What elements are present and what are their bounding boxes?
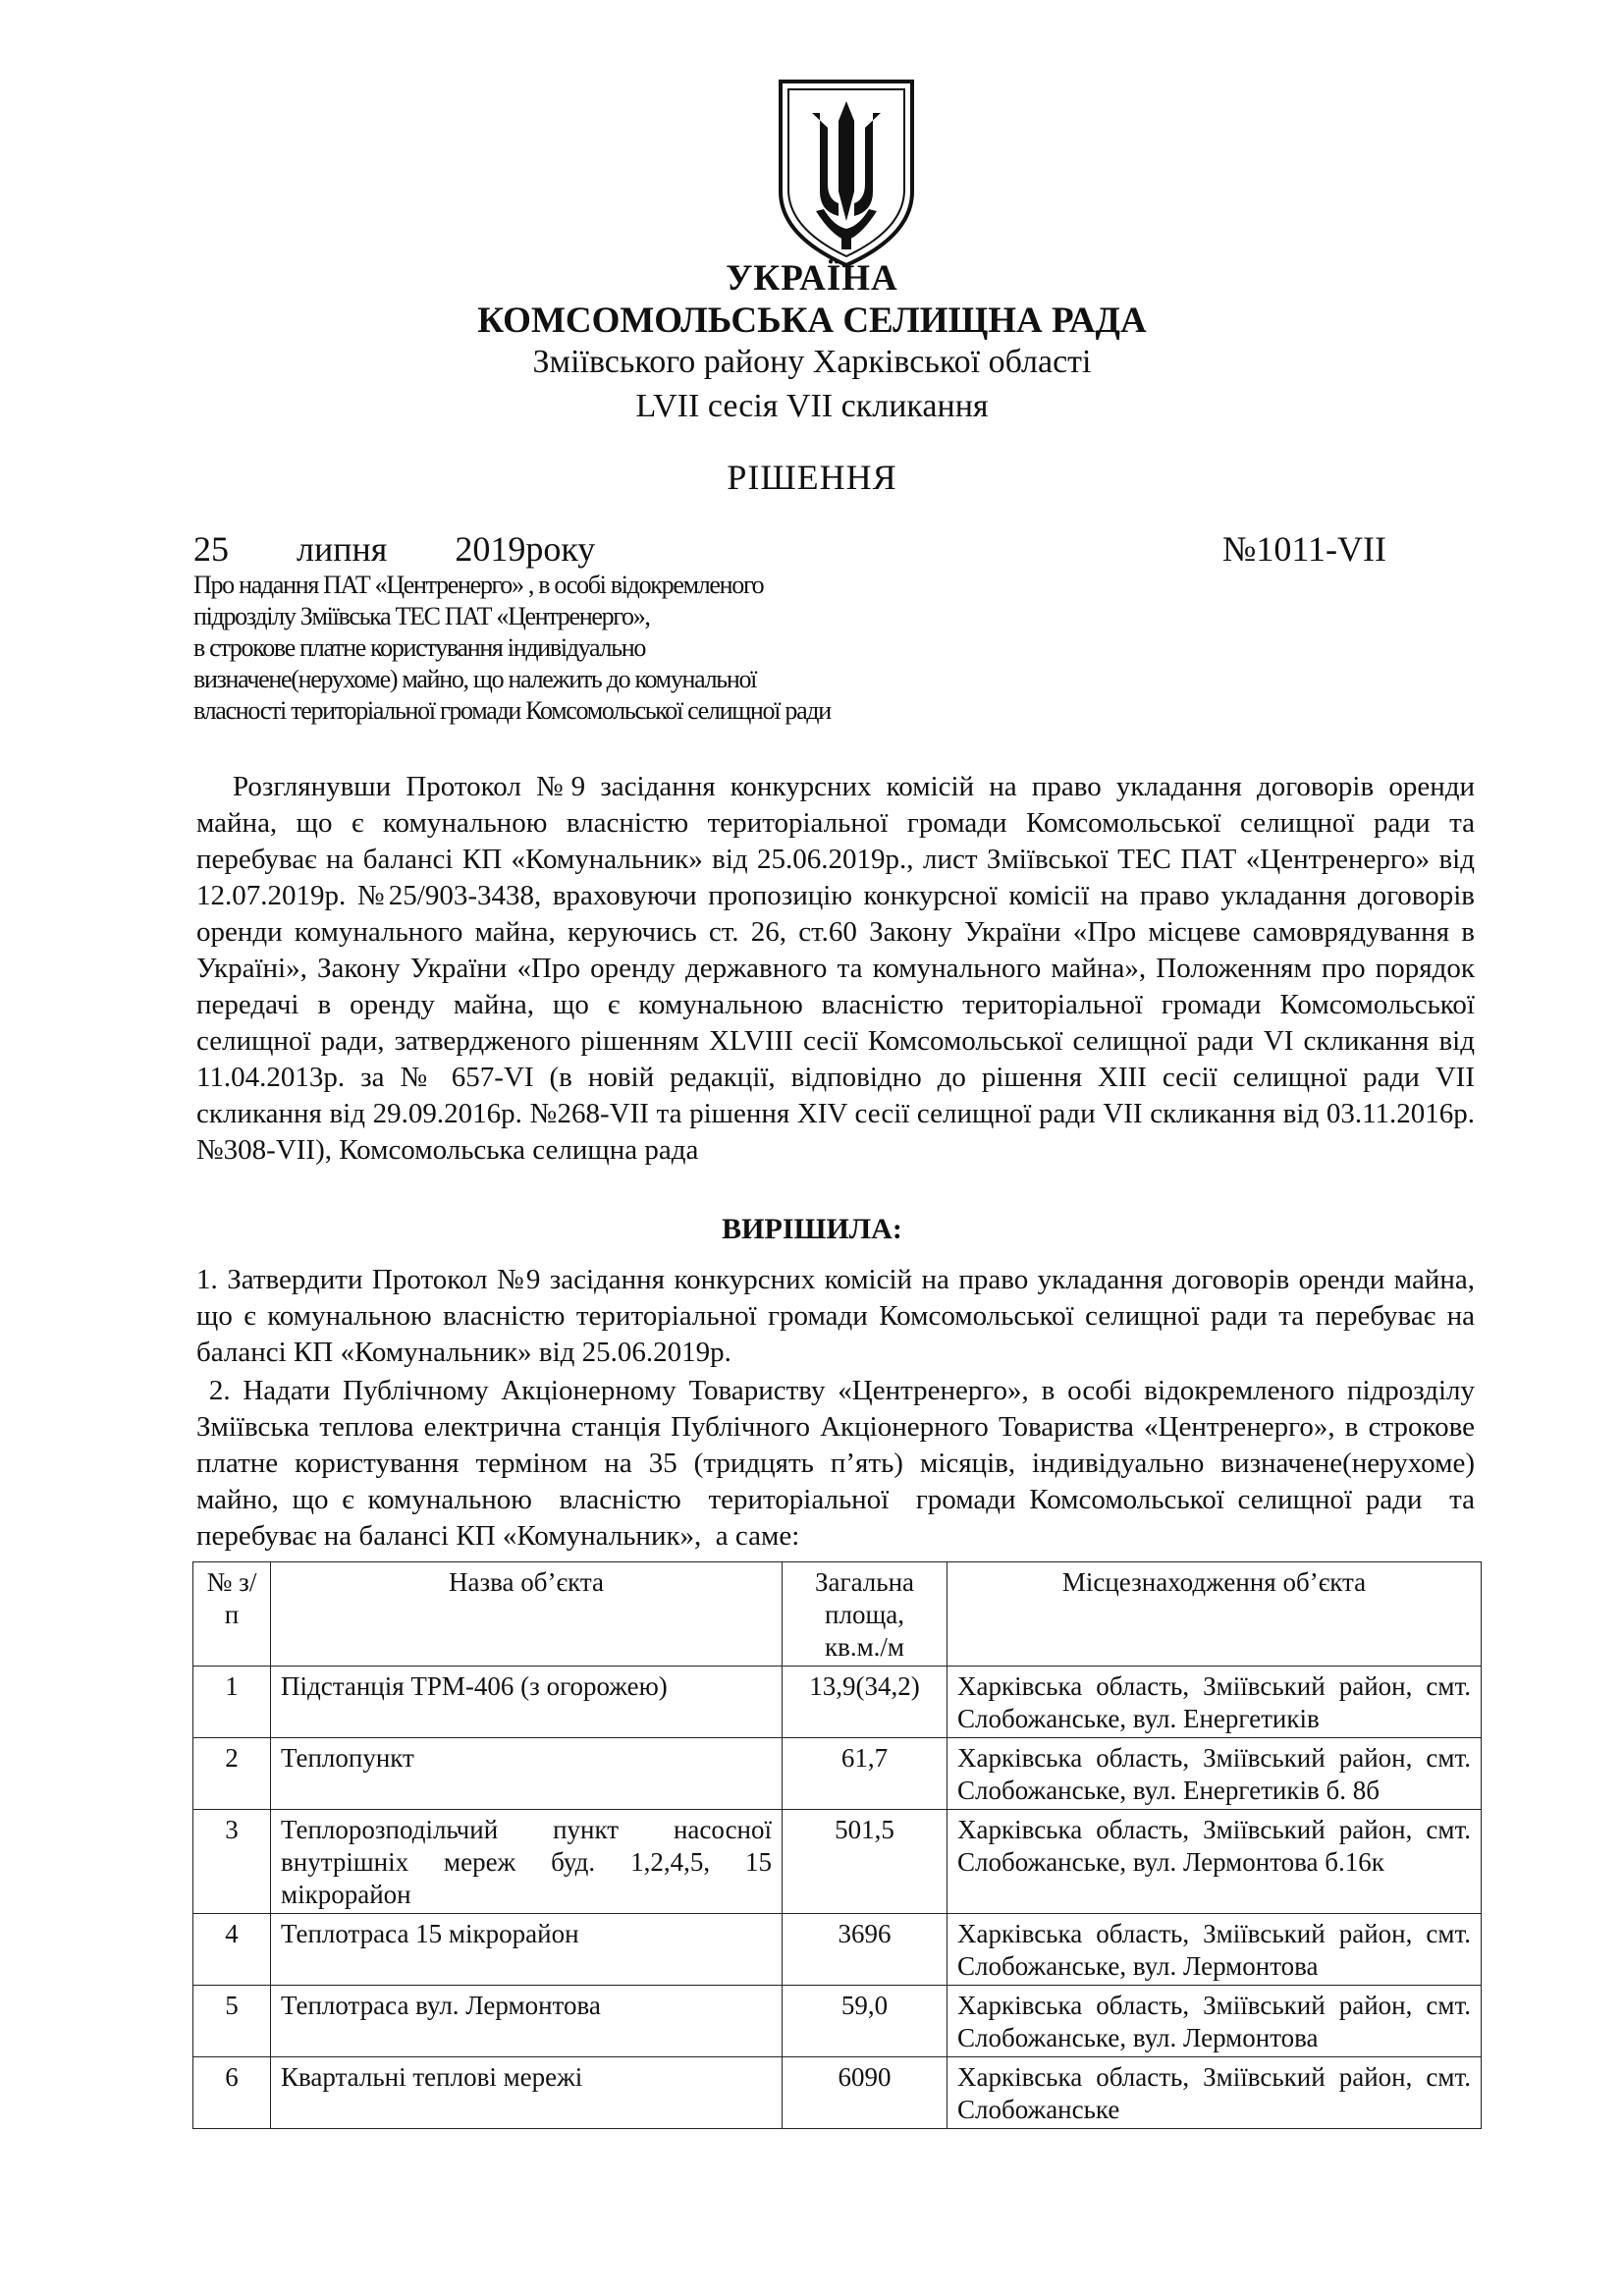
row-name: Теплорозподільчий пункт насосної внутрішніх мереж буд. 1,2,4,5, 15 мікрорайон xyxy=(271,1810,783,1914)
row-area: 61,7 xyxy=(783,1738,947,1810)
row-location: Харківська область, Зміївський район, смт. Слобожанське, вул. Енергетиків xyxy=(947,1667,1482,1738)
country-heading: УКРАЇНА xyxy=(726,258,898,299)
subject-line: Про надання ПАТ «Центренерго» , в особі відокремленого xyxy=(193,571,764,599)
subject-line: власності територіальної громади Комсомольської селищної ради xyxy=(193,696,831,725)
table-header-row xyxy=(193,1562,1482,1667)
resolution-item-2: 2. Надати Публічному Акціонерному Товариству «Центренерго», в особі відокремленого підрозділу Зміївська теплова електрична станція Публічного Акціонерного Товариства «Центренерго», в строкове платне користування терміном на 35 (тридцять п’ять) місяців, індивідуально визначене(нерухоме) майно, що є комунальною власністю територіальної громади Комсомольської селищної ради та перебуває на балансі КП «Комунальник», а саме: xyxy=(196,1375,1483,1552)
row-name: Теплотраса вул. Лермонтова xyxy=(271,1986,783,2057)
row-location: Харківська область, Зміївський район, смт. Слобожанське, вул. Лермонтова б.16к xyxy=(947,1810,1482,1914)
decision-number: №1011-VII xyxy=(1222,529,1386,569)
row-name: Підстанція ТРМ-406 (з огорожею) xyxy=(271,1667,783,1738)
header-number: № з/п xyxy=(193,1562,271,1667)
coat-of-arms-icon xyxy=(773,74,920,270)
row-area: 6090 xyxy=(783,2057,947,2129)
decision-subject xyxy=(193,570,959,727)
council-heading: КОМСОМОЛЬСЬКА СЕЛИЩНА РАДА xyxy=(477,301,1147,341)
session-line: LVII сесія VII скликання xyxy=(635,388,989,424)
row-name: Квартальні теплові мережі xyxy=(271,2057,783,2129)
row-location: Харківська область, Зміївський район, смт. Слобожанське, вул. Лермонтова xyxy=(947,1986,1482,2057)
resolution-item-1: 1. Затвердити Протокол №9 засідання конкурсних комісій на право укладання договорів оренди майна, що є комунальною власністю територіальної громади Комсомольської селищної ради та перебуває на балансі КП «Комунальник» від 25.06.2019р. xyxy=(196,1264,1475,1368)
header-area: Загальна площа, кв.м./м xyxy=(783,1562,947,1667)
property-table xyxy=(192,1561,1482,2129)
row-location: Харківська область, Зміївський район, смт. Слобожанське, вул. Енергетиків б. 8б xyxy=(947,1738,1482,1810)
subject-line: підрозділу Зміївська ТЕС ПАТ «Центренерго», xyxy=(193,602,650,630)
table-row xyxy=(193,1914,1482,1986)
resolved-heading: ВИРІШИЛА: xyxy=(722,1213,902,1245)
table-row xyxy=(193,1986,1482,2057)
row-number: 5 xyxy=(193,1986,271,2057)
row-area: 59,0 xyxy=(783,1986,947,2057)
header-name: Назва об’єкта xyxy=(271,1562,783,1667)
subject-line: визначене(нерухоме) майно, що належить до комунальної xyxy=(193,665,757,693)
row-area: 13,9(34,2) xyxy=(783,1667,947,1738)
row-area: 3696 xyxy=(783,1914,947,1986)
district-line: Зміївського району Харківської області xyxy=(532,344,1092,380)
table-row xyxy=(193,1810,1482,1914)
row-name: Теплопункт xyxy=(271,1738,783,1810)
row-location: Харківська область, Зміївський район, смт. Слобожанське xyxy=(947,2057,1482,2129)
row-number: 1 xyxy=(193,1667,271,1738)
row-name: Теплотраса 15 мікрорайон xyxy=(271,1914,783,1986)
row-number: 3 xyxy=(193,1810,271,1914)
row-location: Харківська область, Зміївський район, смт. Слобожанське, вул. Лермонтова xyxy=(947,1914,1482,1986)
decision-date: 25 липня 2019року xyxy=(193,529,596,569)
row-number: 4 xyxy=(193,1914,271,1986)
table-row xyxy=(193,1738,1482,1810)
table-row xyxy=(193,1667,1482,1738)
header-location: Місцезнаходження об’єкта xyxy=(947,1562,1482,1667)
document-type: РІШЕННЯ xyxy=(727,458,897,497)
row-number: 6 xyxy=(193,2057,271,2129)
subject-line: в строкове платне користування індивідуально xyxy=(193,633,646,662)
table-row xyxy=(193,2057,1482,2129)
preamble-paragraph: Розглянувши Протокол №9 засідання конкурсних комісій на право укладання договорів оренди майна, що є комунальною власністю територіальної громади Комсомольської селищної ради та перебуває на балансі КП «Комунальник» від 25.06.2019р., лист Зміївської ТЕС ПАТ «Центренерго» від 12.07.2019р. №25/903-3438, враховуючи пропозицію конкурсної комісії на право укладання договорів оренди комунального майна, керуючись ст. 26, ст.60 Закону України «Про місцеве самоврядування в Україні», Закону України «Про оренду державного та комунального майна», Положенням про порядок передачі в оренду майна, що є комунальною власністю територіальної громади Комсомольської селищної ради, затвердженого рішенням XLVIII сесії Комсомольської селищної ради VI скликання від 11.04.2013р. за № 657-VI (в новій редакції, відповідно до рішення XIII сесії селищної ради VII скликання від 29.09.2016р. №268-VII та рішення XIV сесії селищної ради VII скликання від 03.11.2016р. №308-VII), Комсомольська селищна рада xyxy=(196,771,1475,1166)
row-number: 2 xyxy=(193,1738,271,1810)
row-area: 501,5 xyxy=(783,1810,947,1914)
